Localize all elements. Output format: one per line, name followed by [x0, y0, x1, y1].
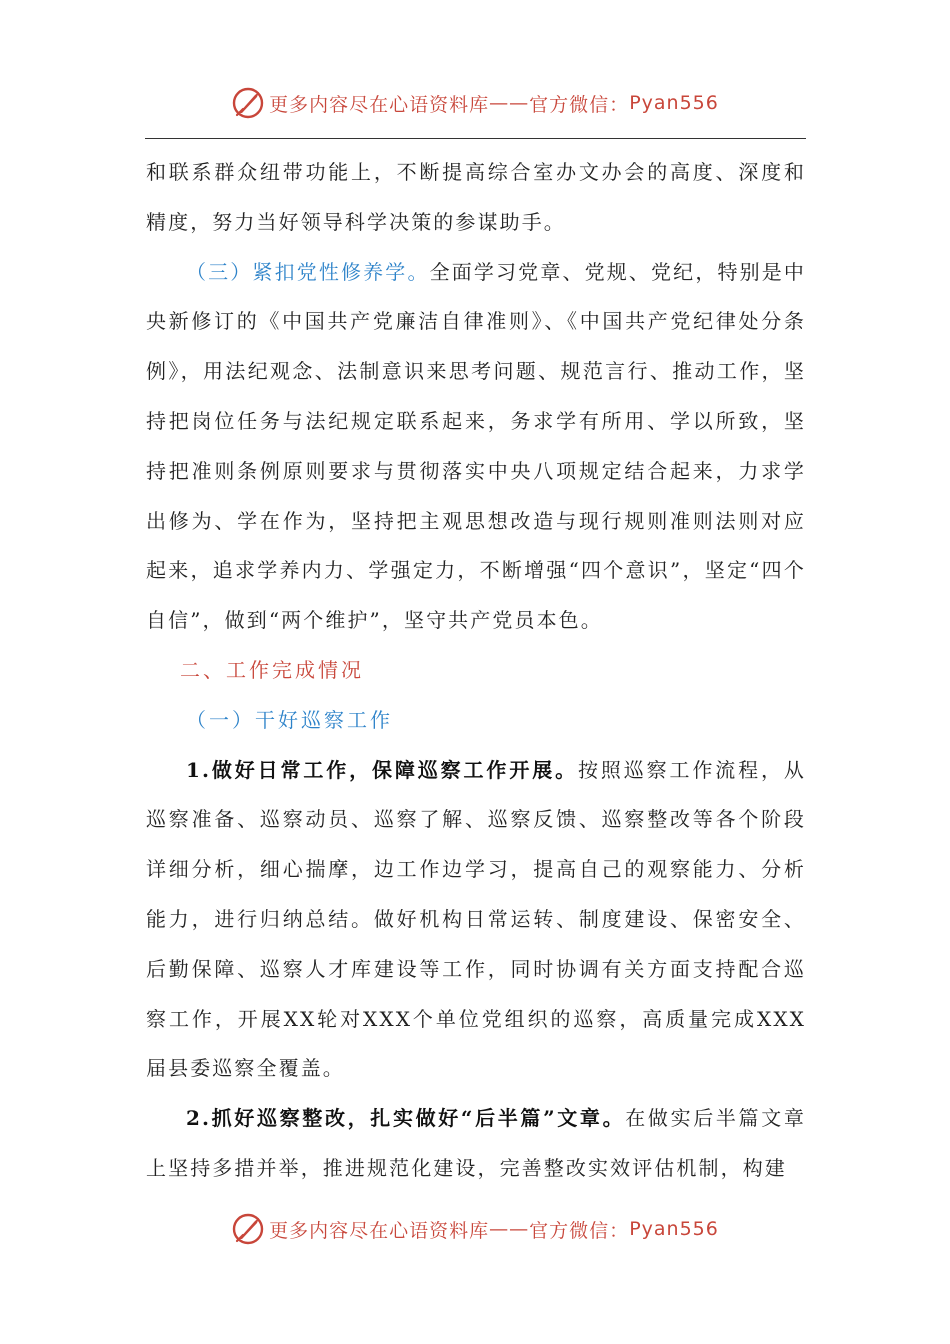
subheading-inspection-work: （一）干好巡察工作: [186, 707, 393, 732]
header-brand-text: 更多内容尽在心语资料库: [269, 93, 490, 116]
paragraph-party-study: [146, 248, 806, 646]
item-2-body: 在做实后半篇文章上坚持多措并举，推进规范化建设，完善整改实效评估机制，构建: [146, 1106, 806, 1180]
header-separator: ——: [489, 92, 530, 114]
header-divider: [145, 138, 806, 139]
footer-banner: [0, 1212, 950, 1246]
item-1-heading: 1.做好日常工作，保障巡察工作开展。: [186, 757, 578, 782]
header-wechat-id: Pyan556: [629, 92, 719, 114]
header-banner: [0, 86, 950, 120]
quill-logo-icon: [231, 1212, 265, 1246]
footer-wechat-label: 官方微信：: [529, 1219, 630, 1242]
subheading-party-study: （三）紧扣党性修养学。: [186, 259, 430, 284]
paragraph-item-2: [146, 1094, 806, 1194]
footer-separator: ——: [489, 1218, 530, 1240]
quill-logo-icon: [231, 86, 265, 120]
footer-wechat-id: Pyan556: [629, 1218, 719, 1240]
paragraph-party-study-body: 全面学习党章、党规、党纪，特别是中央新修订的《中国共产党廉洁自律准则》、《中国共产党纪律处分条例》，用法纪观念、法制意识来思考问题、规范言行、推动工作，坚持把岗位任务与法纪规定联系起来，务求学有所用、学以所致，坚持把准则条例原则要求与贯彻落实中央八项规定结合起来，力求学出修为、学在作为，坚持把主观思想改造与现行规则准则法则对应起来，追求学养内力、学强定力，不断增强“四个意识”，坚定“四个自信”，做到“两个维护”，坚守共产党员本色。: [146, 259, 806, 633]
paragraph-item-1: [146, 746, 806, 1095]
document-body: [146, 148, 806, 1194]
section-title-work-completion: 二、工作完成情况: [180, 657, 364, 682]
item-1-body: 按照巡察工作流程，从巡察准备、巡察动员、巡察了解、巡察反馈、巡察整改等各个阶段详细分析，细心揣摩，边工作边学习，提高自己的观察能力、分析能力，进行归纳总结。做好机构日常运转、制度建设、保密安全、后勤保障、巡察人才库建设等工作，同时协调有关方面支持配合巡察工作，开展XX轮对XXX个单位党组织的巡察，高质量完成XXX届县委巡察全覆盖。: [146, 757, 806, 1081]
paragraph-continuation: 和联系群众纽带功能上，不断提高综合室办文办会的高度、深度和精度，努力当好领导科学决策的参谋助手。: [146, 160, 806, 234]
item-2-heading: 2.抓好巡察整改，扎实做好“后半篇”文章。: [186, 1106, 626, 1131]
header-wechat-label: 官方微信：: [529, 93, 630, 116]
footer-brand-text: 更多内容尽在心语资料库: [269, 1219, 490, 1242]
